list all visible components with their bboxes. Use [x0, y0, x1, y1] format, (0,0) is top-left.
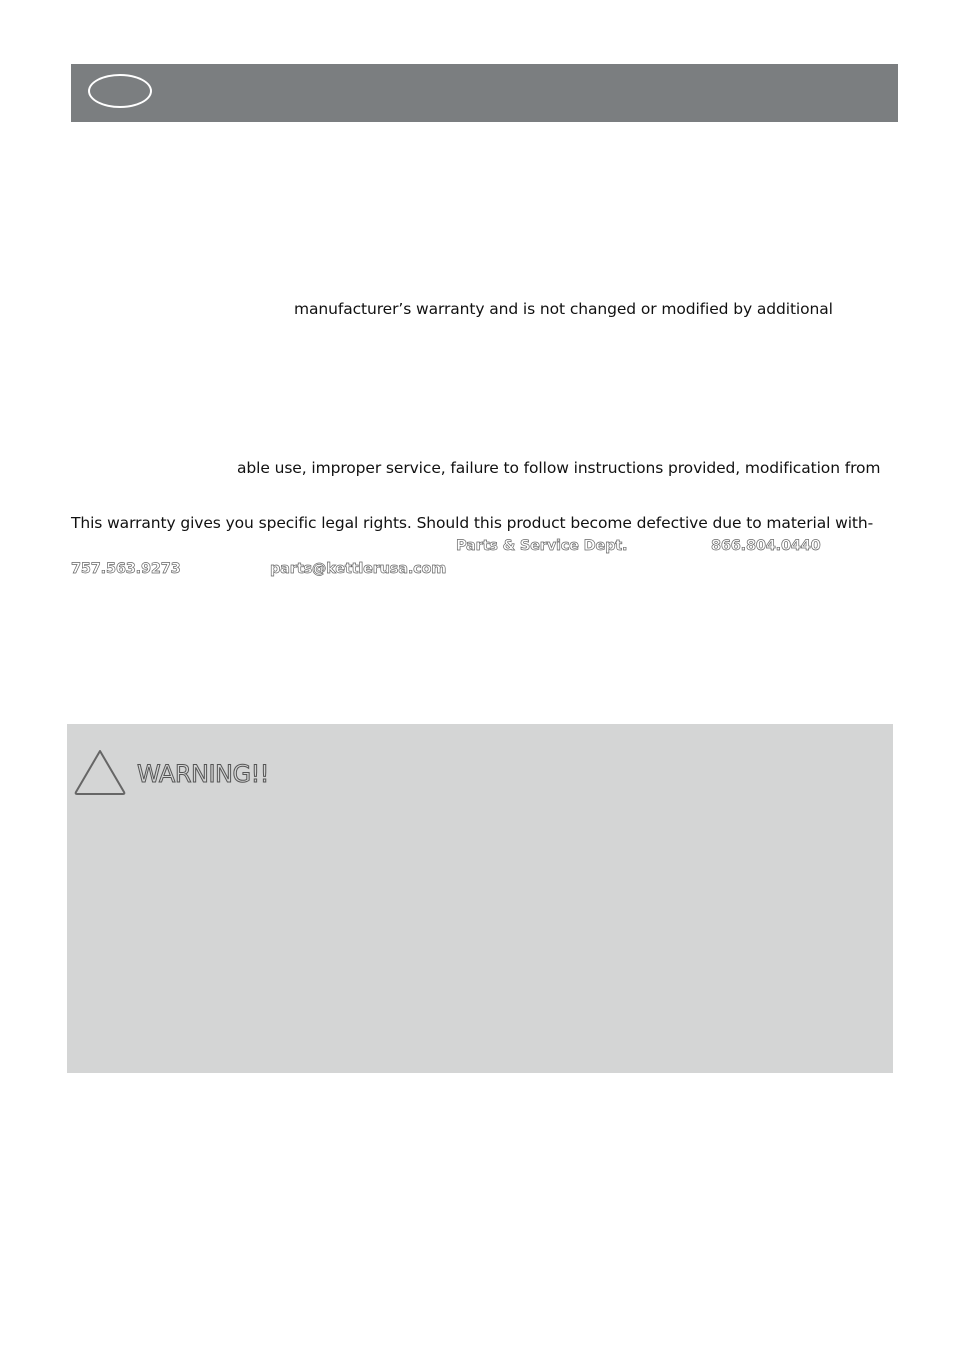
warranty-text-line: able use, improper service, failure to follow instructions provided, modification from	[237, 459, 881, 477]
warranty-text-line: This warranty gives you specific legal rights. Should this product become defective due to material with-	[71, 514, 874, 532]
warning-panel	[67, 724, 893, 1073]
warning-title: WARNING!!	[137, 760, 269, 788]
local-phone: 757.563.9273	[71, 561, 181, 577]
parts-service-dept-label: Parts & Service Dept.	[456, 538, 628, 554]
header-bar	[71, 64, 898, 122]
warning-triangle-icon	[73, 748, 127, 796]
toll-free-phone: 866.804.0440	[711, 538, 821, 554]
warranty-text-line: manufacturer’s warranty and is not changed or modified by additional	[294, 300, 833, 318]
oval-badge-icon	[88, 74, 152, 108]
parts-email-link[interactable]: parts@kettlerusa.com	[270, 561, 447, 577]
